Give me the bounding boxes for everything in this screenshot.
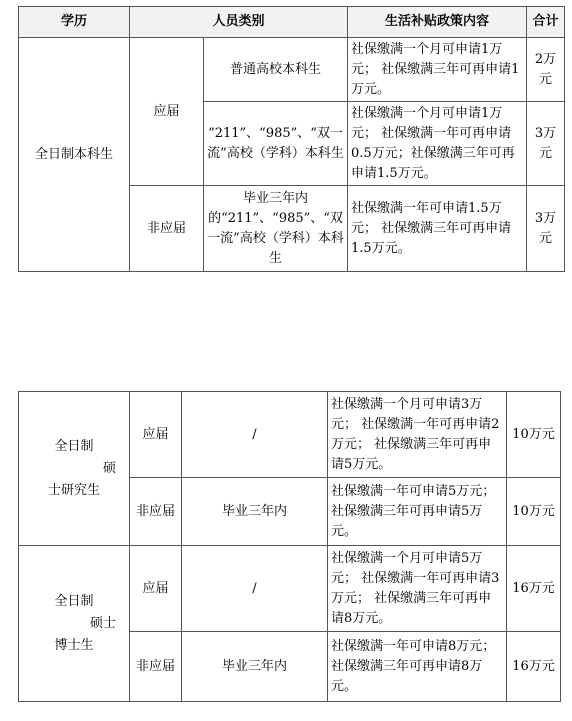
category-cell: “211”、“985”、“双一流”高校（学科）本科生 xyxy=(204,102,348,186)
header-row xyxy=(19,7,565,38)
doctor-line3: 博士生 xyxy=(54,637,94,653)
policy-cell: 社保缴满一年可申请5万元； 社保缴满三年可再申请5万元。 xyxy=(328,478,507,546)
category-cell: / xyxy=(182,392,328,478)
policy-cell: 社保缴满一年可申请8万元； 社保缴满三年可再申请8万元。 xyxy=(328,632,507,702)
table-row xyxy=(19,38,565,102)
total-cell: 2万元 xyxy=(527,38,565,102)
policy-cell: 社保缴满一个月可申请3万元； 社保缴满一年可再申请2万元； 社保缴满三年可再申请5万元。 xyxy=(328,392,507,478)
type-nonfresh: 非应届 xyxy=(130,632,182,702)
total-cell: 16万元 xyxy=(507,632,561,702)
total-cell: 16万元 xyxy=(507,546,561,632)
policy-cell: 社保缴满一个月可申请1万元； 社保缴满三年可再申请1万元。 xyxy=(348,38,527,102)
doctor-line1: 全日制 xyxy=(54,593,94,609)
category-cell: 毕业三年内 xyxy=(182,478,328,546)
policy-cell: 社保缴满一年可申请1.5万元； 社保缴满三年可再申请1.5万元。 xyxy=(348,186,527,272)
graduate-subsidy-table xyxy=(18,391,561,702)
total-cell: 3万元 xyxy=(527,186,565,272)
total-cell: 3万元 xyxy=(527,102,565,186)
education-doctor xyxy=(19,546,130,702)
education-master xyxy=(19,392,130,546)
table-row xyxy=(19,546,561,632)
category-cell: 普通高校本科生 xyxy=(204,38,348,102)
total-cell: 10万元 xyxy=(507,478,561,546)
header-total: 合计 xyxy=(527,7,565,38)
header-policy: 生活补贴政策内容 xyxy=(348,7,527,38)
master-line2: 硕 xyxy=(102,460,116,476)
type-fresh: 应届 xyxy=(130,38,204,186)
category-cell: 毕业三年内 xyxy=(182,632,328,702)
policy-cell: 社保缴满一个月可申请5万元； 社保缴满一年可再申请3万元； 社保缴满三年可再申请8万元。 xyxy=(328,546,507,632)
master-line3: 士研究生 xyxy=(47,482,100,498)
category-cell: / xyxy=(182,546,328,632)
header-category: 人员类别 xyxy=(130,7,348,38)
total-cell: 10万元 xyxy=(507,392,561,478)
type-nonfresh: 非应届 xyxy=(130,186,204,272)
header-education: 学历 xyxy=(19,7,130,38)
type-fresh: 应届 xyxy=(130,546,182,632)
category-cell: 毕业三年内的“211”、“985”、“双一流”高校（学科）本科生 xyxy=(204,186,348,272)
master-line1: 全日制 xyxy=(54,438,94,454)
education-undergraduate: 全日制本科生 xyxy=(19,38,130,272)
type-nonfresh: 非应届 xyxy=(130,478,182,546)
policy-cell: 社保缴满一个月可申请1万元； 社保缴满一年可再申请0.5万元；社保缴满三年可再申请1.5万元。 xyxy=(348,102,527,186)
doctor-line2: 硕士 xyxy=(89,615,116,631)
undergraduate-subsidy-table xyxy=(18,6,565,272)
type-fresh: 应届 xyxy=(130,392,182,478)
table-row xyxy=(19,392,561,478)
